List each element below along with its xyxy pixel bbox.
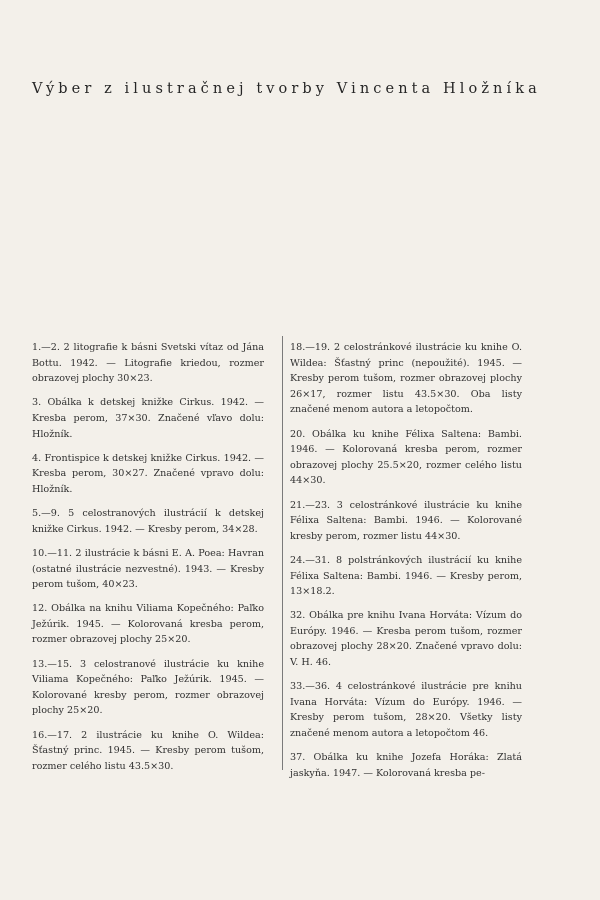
catalog-entry: 1.—2. 2 litografie k básni Svetski vítaz od Jána Bottu. 1942. — Litografie kriedou, rozmer obrazovej plochy 30×23. bbox=[32, 342, 264, 385]
catalog-entry: 5.—9. 5 celostranových ilustrácií k detskej knižke Cirkus. 1942. — Kresby perom, 34×28. bbox=[32, 508, 264, 535]
catalog-entry: 12. Obálka na knihu Viliama Kopečného: Paľko Ježúrik. 1945. — Kolorovaná kresba perom, rozmer obrazovej plochy 25×20. bbox=[32, 603, 264, 646]
catalog-entry: 21.—23. 3 celostránkové ilustrácie ku knihe Félixa Saltena: Bambi. 1946. — Kolorované kresby perom, rozmer listu 44×30. bbox=[290, 499, 522, 542]
catalog-entry: 20. Obálka ku knihe Félixa Saltena: Bambi. 1946. — Kolorovaná kresba perom, rozmer obrazovej plochy 25.5×20, rozmer celého listu 44×30. bbox=[290, 428, 522, 487]
catalog-entry: 18.—19. 2 celostránkové ilustrácie ku knihe O. Wildea: Šťastný princ (nepoužité). 1945. — Kresby perom tušom, rozmer obrazovej plochy 26×17, rozmer listu 43.5×30. Oba listy značené menom autora a letopočtom. bbox=[290, 342, 522, 416]
catalog-entry: 10.—11. 2 ilustrácie k básni E. A. Poea: Havran (ostatné ilustrácie nezvestné). 1943. — Kresby perom tušom, 40×23. bbox=[32, 547, 264, 591]
catalog-entry: 32. Obálka pre knihu Ivana Horváta: Vízum do Európy. 1946. — Kresba perom tušom, rozmer obrazovej plochy 28×20. Značené vpravo dolu: V. H. 46. bbox=[290, 610, 522, 669]
catalog-entry: 24.—31. 8 polstránkových ilustrácií ku knihe Félixa Saltena: Bambi. 1946. — Kresby perom, 13×18.2. bbox=[290, 554, 522, 598]
catalog-entry: 13.—15. 3 celostranové ilustrácie ku knihe Viliama Kopečného: Paľko Ježúrik. 1945. — Kolorované kresby perom, rozmer obrazovej plochy 25×20. bbox=[32, 658, 264, 717]
page-title: Výber z ilustračnej tvorby Vincenta Hložníka bbox=[32, 81, 541, 97]
catalog-entry: 4. Frontispice k detskej knižke Cirkus. 1942. — Kresba perom, 30×27. Značené vpravo dolu: Hložník. bbox=[32, 452, 264, 495]
catalog-entry: 37. Obálka ku knihe Jozefa Horáka: Zlatá jaskyňa. 1947. — Kolorovaná kresba pe- bbox=[290, 752, 522, 779]
catalog-entry: 3. Obálka k detskej knižke Cirkus. 1942. — Kresba perom, 37×30. Značené vľavo dolu: Hložník. bbox=[32, 397, 264, 440]
catalog-entry: 33.—36. 4 celostránkové ilustrácie pre knihu Ivana Horváta: Vízum do Európy. 1946. — Kresby perom tušom, 28×20. Všetky listy značené menom autora a letopočtom 46. bbox=[290, 681, 522, 740]
catalog-column-left bbox=[32, 340, 264, 783]
catalog-column-right bbox=[290, 340, 522, 790]
catalog-entry: 16.—17. 2 ilustrácie ku knihe O. Wildea: Šťastný princ. 1945. — Kresby perom tušom, rozmer celého listu 43.5×30. bbox=[32, 729, 264, 772]
column-divider bbox=[282, 336, 283, 770]
